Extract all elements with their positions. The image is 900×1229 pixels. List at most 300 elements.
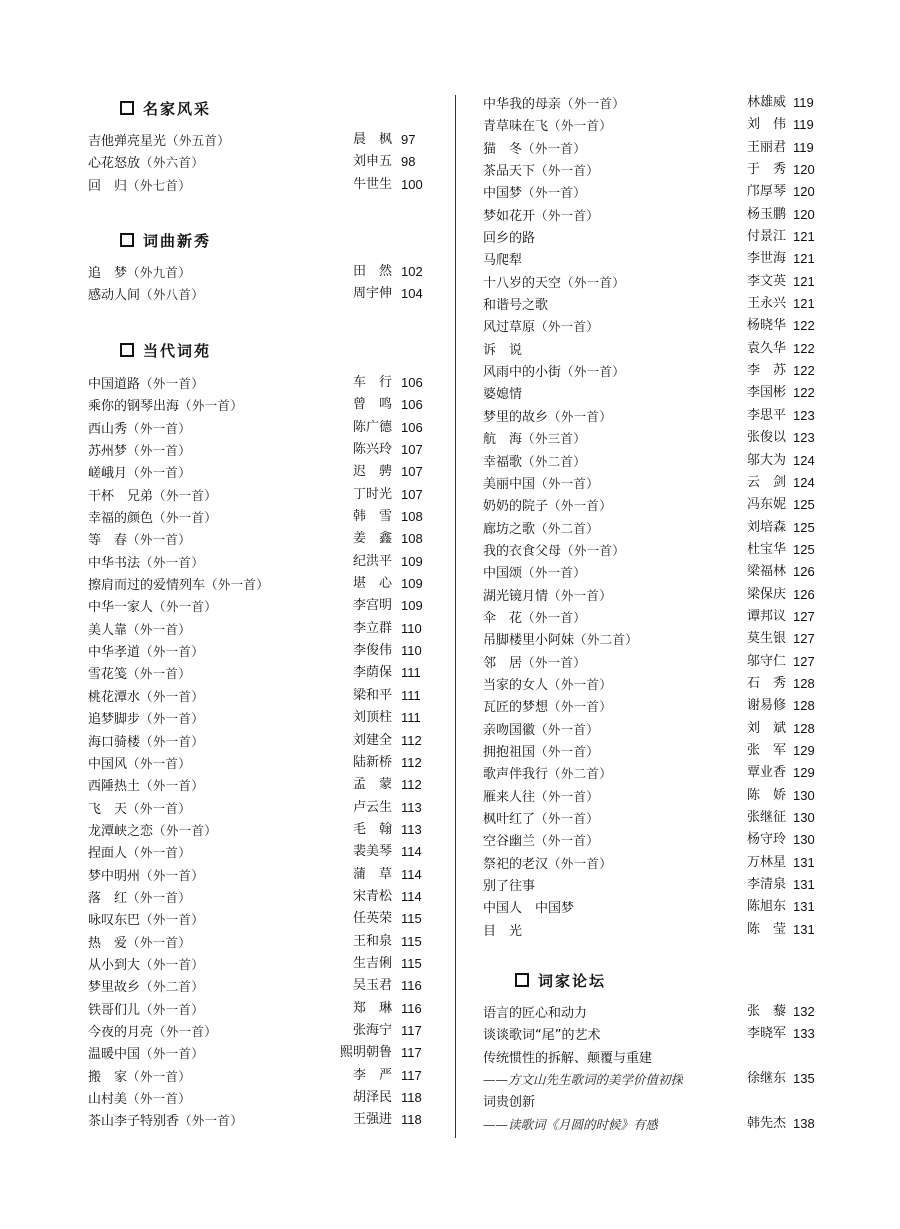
entry-page-number: 121 bbox=[793, 229, 815, 245]
entry-title-wrap bbox=[88, 151, 204, 175]
entry-title: 心花怒放 bbox=[88, 156, 141, 172]
entry-title-wrap bbox=[483, 293, 548, 317]
entry-title: 龙潭峡之恋 bbox=[88, 823, 154, 839]
toc-entry bbox=[88, 864, 428, 886]
entry-author: 宋青松 bbox=[352, 888, 392, 904]
entry-page-number: 127 bbox=[793, 653, 815, 669]
entry-title-wrap bbox=[88, 1042, 204, 1066]
entry-subtitle-wrap bbox=[483, 1068, 683, 1091]
entry-title: 苏州梦 bbox=[88, 444, 128, 460]
entry-title: 伞 花 bbox=[483, 610, 523, 626]
right-column bbox=[483, 0, 818, 1229]
entry-title: 温暖中国 bbox=[88, 1047, 141, 1063]
entry-note: （外二首） bbox=[574, 632, 639, 648]
toc-entry bbox=[88, 461, 428, 483]
entry-note: （外一首） bbox=[127, 666, 192, 682]
entry-page-number: 109 bbox=[401, 576, 423, 592]
entry-title-wrap bbox=[88, 1087, 191, 1111]
entry-page-number: 131 bbox=[793, 877, 815, 893]
entry-author: 迟 骋 bbox=[352, 464, 392, 480]
toc-entry-subtitle-line bbox=[483, 1068, 818, 1090]
entry-note: （外一首） bbox=[522, 565, 587, 581]
toc-entry bbox=[483, 762, 818, 784]
entry-title-wrap bbox=[483, 1023, 600, 1047]
entry-title-wrap bbox=[483, 807, 599, 831]
toc-entry bbox=[483, 807, 818, 829]
entry-title: 廊坊之歌 bbox=[483, 521, 536, 537]
entry-title-wrap bbox=[88, 528, 191, 552]
entry-author: 陆新桥 bbox=[352, 754, 392, 770]
entry-page-number: 117 bbox=[401, 1067, 422, 1083]
entry-page-number: 122 bbox=[793, 318, 815, 334]
entry-note: （外一首） bbox=[548, 408, 613, 424]
toc-entry bbox=[88, 151, 428, 173]
entry-author: 孟 蒙 bbox=[352, 777, 392, 793]
entry-author: 杜宝华 bbox=[746, 541, 786, 557]
entry-title-wrap bbox=[88, 774, 204, 798]
entry-page-number: 128 bbox=[793, 720, 815, 736]
entry-page-number: 114 bbox=[401, 866, 422, 882]
entry-page-number: 124 bbox=[793, 474, 815, 490]
entry-note: （外一首） bbox=[561, 364, 626, 380]
entry-page-number: 114 bbox=[401, 888, 422, 904]
toc-entry bbox=[88, 372, 428, 394]
entry-author: 袁久华 bbox=[746, 340, 786, 356]
entry-title: 风雨中的小街 bbox=[483, 365, 562, 381]
entry-title: 祭祀的老汉 bbox=[483, 856, 549, 872]
entry-title-wrap bbox=[483, 338, 522, 362]
entry-note: （外八首） bbox=[140, 287, 205, 303]
entry-page-number: 114 bbox=[401, 844, 422, 860]
entry-title-wrap bbox=[88, 864, 204, 888]
toc-entry bbox=[483, 896, 818, 918]
entry-title: 歌声伴我行 bbox=[483, 767, 549, 783]
entry-page-number: 113 bbox=[401, 799, 422, 815]
toc-entry bbox=[88, 931, 428, 953]
entry-title: 铁哥们儿 bbox=[88, 1002, 141, 1018]
entry-page-number: 102 bbox=[401, 264, 423, 279]
section-heading-text: 当代词苑 bbox=[143, 341, 212, 360]
entry-page-number: 111 bbox=[401, 710, 421, 726]
entry-page-number: 122 bbox=[793, 340, 815, 356]
entry-title-wrap bbox=[88, 908, 204, 932]
entry-title: 雁来人往 bbox=[483, 789, 536, 805]
toc-entry bbox=[483, 204, 818, 226]
toc-entry bbox=[88, 797, 428, 819]
entry-author: 李文英 bbox=[746, 273, 786, 289]
entry-author: 陈兴玲 bbox=[352, 442, 392, 458]
entry-note: （外一首） bbox=[535, 721, 600, 737]
toc-entry bbox=[483, 1001, 818, 1023]
entry-page-number: 112 bbox=[401, 777, 422, 793]
entry-title: 乘你的钢琴出海 bbox=[88, 399, 180, 415]
entry-author: 陈旭东 bbox=[746, 899, 786, 915]
entry-title: 航 海 bbox=[483, 432, 523, 448]
toc-entry bbox=[483, 450, 818, 472]
entry-page-number: 113 bbox=[401, 821, 422, 837]
entry-author: 张海宁 bbox=[352, 1022, 392, 1038]
toc-entry bbox=[88, 685, 428, 707]
entry-page-number: 108 bbox=[401, 509, 423, 525]
entry-title-wrap bbox=[483, 382, 522, 406]
entry-author: 车 行 bbox=[352, 375, 392, 390]
entry-title: 中国风 bbox=[88, 756, 128, 772]
entry-title: 枫叶红了 bbox=[483, 812, 536, 827]
entry-author: 邬大为 bbox=[746, 452, 786, 468]
entry-title-wrap bbox=[88, 129, 230, 153]
entry-title-wrap bbox=[483, 651, 586, 675]
entry-title: 中国人 中国梦 bbox=[483, 901, 575, 917]
entry-note: （外一首） bbox=[140, 644, 205, 660]
toc-entry bbox=[483, 673, 818, 695]
toc-entry bbox=[88, 439, 428, 461]
toc-entry bbox=[483, 315, 818, 337]
toc-entry bbox=[88, 886, 428, 908]
entry-page-number: 109 bbox=[401, 553, 423, 569]
entry-title-wrap bbox=[483, 92, 625, 116]
entry-author: 梁保庆 bbox=[746, 586, 786, 602]
entry-page-number: 124 bbox=[793, 452, 815, 468]
entry-title: 飞 天 bbox=[88, 801, 128, 817]
entry-page-number: 107 bbox=[401, 464, 423, 480]
entry-author: 晨 枫 bbox=[352, 132, 392, 147]
toc-entry bbox=[483, 248, 818, 270]
entry-author: 刘顶柱 bbox=[352, 710, 392, 726]
entry-author: 牛世生 bbox=[352, 176, 392, 192]
entry-title-wrap bbox=[483, 405, 612, 429]
entry-page-number: 131 bbox=[793, 899, 815, 915]
entry-title-wrap bbox=[483, 517, 599, 541]
entry-author: 杨玉鹏 bbox=[746, 206, 786, 222]
square-bullet-icon bbox=[120, 343, 134, 357]
entry-author: 梁福林 bbox=[746, 564, 786, 580]
entry-note: （外一首） bbox=[548, 855, 613, 871]
entry-list bbox=[88, 129, 428, 196]
entry-page-number: 121 bbox=[793, 296, 815, 312]
toc-entry bbox=[483, 382, 818, 404]
entry-author: 裴美琴 bbox=[352, 844, 392, 860]
entry-author: 付景江 bbox=[746, 229, 786, 245]
entry-title: 茶山李子特别香 bbox=[88, 1114, 180, 1130]
entry-author: 林雄威 bbox=[746, 95, 786, 110]
entry-title-wrap bbox=[483, 204, 599, 228]
entry-author: 于 秀 bbox=[746, 162, 786, 178]
entry-note: （外一首） bbox=[179, 398, 244, 414]
entry-title: 西山秀 bbox=[88, 421, 128, 437]
entry-page-number: 109 bbox=[401, 598, 423, 614]
entry-page-number: 135 bbox=[793, 1071, 815, 1087]
entry-author: 刘建全 bbox=[352, 732, 392, 748]
entry-title-wrap bbox=[88, 819, 217, 843]
entry-page-number: 128 bbox=[793, 675, 815, 691]
toc-entry bbox=[483, 539, 818, 561]
entry-author: 姜 鑫 bbox=[352, 531, 392, 547]
section-heading-text: 词曲新秀 bbox=[143, 231, 212, 250]
entry-title-wrap bbox=[88, 752, 191, 776]
entry-author: 邝厚琴 bbox=[746, 184, 786, 200]
entry-page-number: 129 bbox=[793, 742, 815, 758]
entry-author: 徐继东 bbox=[746, 1071, 786, 1087]
toc-entry bbox=[483, 584, 818, 606]
entry-page-number: 126 bbox=[793, 586, 815, 602]
entry-author: 李晓军 bbox=[746, 1026, 786, 1042]
entry-author: 王永兴 bbox=[746, 296, 786, 312]
toc-entry bbox=[483, 472, 818, 494]
toc-entry bbox=[483, 852, 818, 874]
entry-title: 我的衣食父母 bbox=[483, 543, 562, 559]
entry-title: 山村美 bbox=[88, 1092, 128, 1107]
section-heading-text: 名家风采 bbox=[143, 99, 212, 118]
entry-list bbox=[88, 372, 428, 1132]
entry-page-number: 111 bbox=[401, 687, 421, 703]
section-heading-text: 词家论坛 bbox=[538, 971, 607, 990]
entry-author: 李俊伟 bbox=[352, 643, 392, 659]
entry-note: （外一首） bbox=[140, 956, 205, 972]
entry-author: 卢云生 bbox=[352, 799, 392, 815]
entry-note: （外一首） bbox=[140, 912, 205, 928]
toc-entry bbox=[88, 841, 428, 863]
entry-note: （外一首） bbox=[127, 755, 192, 771]
section-heading bbox=[515, 969, 606, 991]
toc-entry bbox=[483, 226, 818, 248]
toc-entry bbox=[483, 360, 818, 382]
entry-page-number: 120 bbox=[793, 162, 815, 178]
entry-title: 婆媳情 bbox=[483, 387, 523, 403]
entry-title-wrap bbox=[483, 248, 522, 272]
entry-title-wrap bbox=[483, 137, 586, 161]
entry-title: 词贵创新 bbox=[483, 1095, 536, 1111]
entry-note: （外一首） bbox=[522, 185, 587, 201]
entry-page-number: 117 bbox=[401, 1022, 422, 1038]
entry-title: 瓦匠的梦想 bbox=[483, 700, 549, 716]
toc-entry bbox=[88, 174, 428, 196]
entry-page-number: 121 bbox=[793, 273, 815, 289]
toc-entry bbox=[88, 819, 428, 841]
toc-entry bbox=[483, 1090, 818, 1112]
column-divider bbox=[455, 95, 456, 1138]
entry-note: （外一首） bbox=[127, 420, 192, 436]
entry-author: 王丽君 bbox=[746, 139, 786, 155]
entry-author: 胡泽民 bbox=[352, 1090, 392, 1105]
entry-title-wrap bbox=[88, 931, 191, 955]
entry-note: （外一首） bbox=[153, 822, 218, 838]
toc-entry bbox=[88, 975, 428, 997]
entry-note: （外一首） bbox=[127, 1068, 192, 1084]
entry-title: 感动人间 bbox=[88, 288, 141, 304]
toc-entry bbox=[88, 1042, 428, 1064]
entry-author: 张俊以 bbox=[746, 430, 786, 446]
toc-entry bbox=[88, 774, 428, 796]
entry-title: 中国道路 bbox=[88, 377, 141, 392]
entry-author: 毛 翰 bbox=[352, 821, 392, 837]
toc-entry bbox=[483, 293, 818, 315]
entry-note: （外一首） bbox=[153, 487, 218, 503]
toc-entry bbox=[483, 271, 818, 293]
toc-entry bbox=[483, 561, 818, 583]
entry-note: （外一首） bbox=[561, 274, 626, 290]
entry-note: （外三首） bbox=[522, 431, 587, 447]
entry-list bbox=[483, 1001, 818, 1135]
entry-note: （外一首） bbox=[153, 599, 218, 615]
entry-title-wrap bbox=[88, 640, 204, 664]
toc-entry bbox=[483, 874, 818, 896]
entry-note: （外一首） bbox=[205, 577, 270, 593]
toc-entry bbox=[483, 338, 818, 360]
entry-note: （外一首） bbox=[535, 475, 600, 491]
entry-author: 李国彬 bbox=[746, 385, 786, 401]
entry-author: 李思平 bbox=[746, 407, 786, 423]
entry-title-wrap bbox=[483, 226, 535, 250]
entry-author: 周宇伸 bbox=[352, 286, 392, 302]
toc-entry bbox=[483, 829, 818, 851]
entry-title: 和谐号之歌 bbox=[483, 298, 549, 314]
entry-list-continued bbox=[483, 92, 818, 941]
entry-title-wrap bbox=[88, 461, 191, 485]
entry-note: （外一首） bbox=[140, 1046, 205, 1062]
entry-title: 从小到大 bbox=[88, 957, 141, 973]
entry-page-number: 110 bbox=[401, 620, 422, 636]
entry-note: （外二首） bbox=[140, 979, 205, 995]
entry-page-number: 115 bbox=[401, 933, 422, 949]
entry-page-number: 97 bbox=[401, 132, 416, 147]
entry-page-number: 132 bbox=[793, 1004, 815, 1019]
entry-title: 美丽中国 bbox=[483, 476, 536, 492]
entry-title-wrap bbox=[88, 685, 204, 709]
entry-page-number: 112 bbox=[401, 732, 422, 748]
toc-entry bbox=[483, 137, 818, 159]
entry-author: 韩 雪 bbox=[352, 509, 392, 525]
entry-title-wrap bbox=[483, 1046, 652, 1070]
entry-title-wrap bbox=[88, 551, 204, 575]
entry-title: 中国颂 bbox=[483, 566, 523, 582]
entry-title: 海口骑楼 bbox=[88, 734, 141, 750]
entry-title-wrap bbox=[88, 484, 217, 508]
toc-entry bbox=[88, 908, 428, 930]
entry-page-number: 119 bbox=[793, 139, 814, 155]
entry-page-number: 129 bbox=[793, 765, 815, 781]
entry-title-wrap bbox=[88, 1020, 217, 1044]
entry-page-number: 119 bbox=[793, 95, 814, 110]
entry-note: （外一首） bbox=[535, 833, 600, 849]
entry-page-number: 107 bbox=[401, 442, 423, 458]
entry-title: 回 归 bbox=[88, 178, 128, 194]
entry-author: 刘 伟 bbox=[746, 117, 786, 133]
entry-title: 中国梦 bbox=[483, 186, 523, 202]
square-bullet-icon bbox=[515, 973, 529, 987]
entry-page-number: 123 bbox=[793, 430, 815, 446]
toc-entry bbox=[88, 662, 428, 684]
entry-author: 谢易修 bbox=[746, 698, 786, 714]
toc-entry bbox=[88, 998, 428, 1020]
entry-author: 生吉俐 bbox=[352, 955, 392, 971]
entry-title: 美人靠 bbox=[88, 622, 128, 638]
entry-title-wrap bbox=[88, 372, 204, 396]
entry-page-number: 131 bbox=[793, 921, 815, 937]
toc-entry bbox=[483, 606, 818, 628]
toc-entry bbox=[483, 159, 818, 181]
entry-title-wrap bbox=[483, 740, 599, 764]
entry-page-number: 130 bbox=[793, 787, 815, 803]
entry-page-number: 128 bbox=[793, 698, 815, 714]
entry-note: （外一首） bbox=[127, 465, 192, 481]
entry-title: 西陲热土 bbox=[88, 779, 141, 795]
entry-title: 搬 家 bbox=[88, 1069, 128, 1085]
entry-author: 纪洪平 bbox=[352, 553, 392, 569]
entry-note: （外一首） bbox=[522, 654, 587, 670]
entry-note: （外一首） bbox=[153, 510, 218, 526]
toc-entry bbox=[483, 740, 818, 762]
entry-page-number: 138 bbox=[793, 1115, 815, 1131]
entry-title-wrap bbox=[88, 730, 204, 754]
entry-title: 目 光 bbox=[483, 923, 523, 939]
entry-note: （外一首） bbox=[522, 609, 587, 625]
entry-title: 热 爱 bbox=[88, 935, 128, 951]
entry-title-wrap bbox=[88, 975, 204, 999]
entry-page-number: 100 bbox=[401, 176, 423, 192]
entry-title-wrap bbox=[88, 662, 191, 686]
entry-author: 刘 斌 bbox=[746, 720, 786, 736]
toc-entry bbox=[483, 628, 818, 650]
toc-entry bbox=[483, 181, 818, 203]
entry-author: 张继征 bbox=[746, 810, 786, 825]
entry-title-wrap bbox=[483, 919, 522, 943]
entry-note: （外一首） bbox=[140, 1001, 205, 1017]
entry-note: （外一首） bbox=[535, 743, 600, 759]
entry-author: 石 秀 bbox=[746, 675, 786, 691]
entry-title: 当家的女人 bbox=[483, 677, 549, 693]
entry-title-wrap bbox=[483, 606, 586, 630]
entry-note: （外一首） bbox=[535, 163, 600, 179]
entry-author: 丁时光 bbox=[352, 486, 392, 502]
entry-title-wrap bbox=[483, 584, 612, 608]
entry-title-wrap bbox=[88, 174, 191, 198]
section-heading bbox=[120, 229, 211, 251]
entry-title: 梦如花开 bbox=[483, 208, 536, 224]
entry-title: 奶奶的院子 bbox=[483, 499, 549, 515]
entry-title: 谈谈歌词“尾”的艺术 bbox=[483, 1028, 601, 1044]
toc-entry bbox=[88, 707, 428, 729]
toc-entry-subtitle-line bbox=[483, 1113, 818, 1135]
toc-entry bbox=[483, 1023, 818, 1045]
entry-note: （外一首） bbox=[140, 778, 205, 794]
toc-entry bbox=[483, 785, 818, 807]
entry-title-wrap bbox=[483, 494, 612, 518]
entry-page-number: 110 bbox=[401, 643, 422, 659]
entry-note: （外一首） bbox=[140, 554, 205, 570]
entry-author: 王强进 bbox=[352, 1112, 392, 1128]
entry-list bbox=[88, 261, 428, 306]
entry-note: （外六首） bbox=[140, 155, 205, 171]
entry-author: 刘申五 bbox=[352, 154, 392, 170]
entry-page-number: 131 bbox=[793, 854, 815, 870]
entry-title-wrap bbox=[88, 417, 191, 441]
entry-page-number: 121 bbox=[793, 251, 815, 267]
entry-title-wrap bbox=[483, 539, 625, 563]
entry-author: 刘培森 bbox=[746, 519, 786, 535]
entry-page-number: 118 bbox=[401, 1112, 422, 1128]
entry-subtitle-wrap bbox=[483, 1113, 658, 1136]
entry-note: （外一首） bbox=[140, 867, 205, 883]
entry-note: （外一首） bbox=[179, 1113, 244, 1129]
entry-title: 中华一家人 bbox=[88, 600, 154, 616]
entry-author: 王和泉 bbox=[352, 933, 392, 949]
entry-note: （外一首） bbox=[548, 498, 613, 514]
entry-note: （外一首） bbox=[127, 621, 192, 637]
entry-title-wrap bbox=[483, 561, 586, 585]
toc-entry bbox=[483, 494, 818, 516]
square-bullet-icon bbox=[120, 101, 134, 115]
entry-author: 梁和平 bbox=[352, 687, 392, 703]
